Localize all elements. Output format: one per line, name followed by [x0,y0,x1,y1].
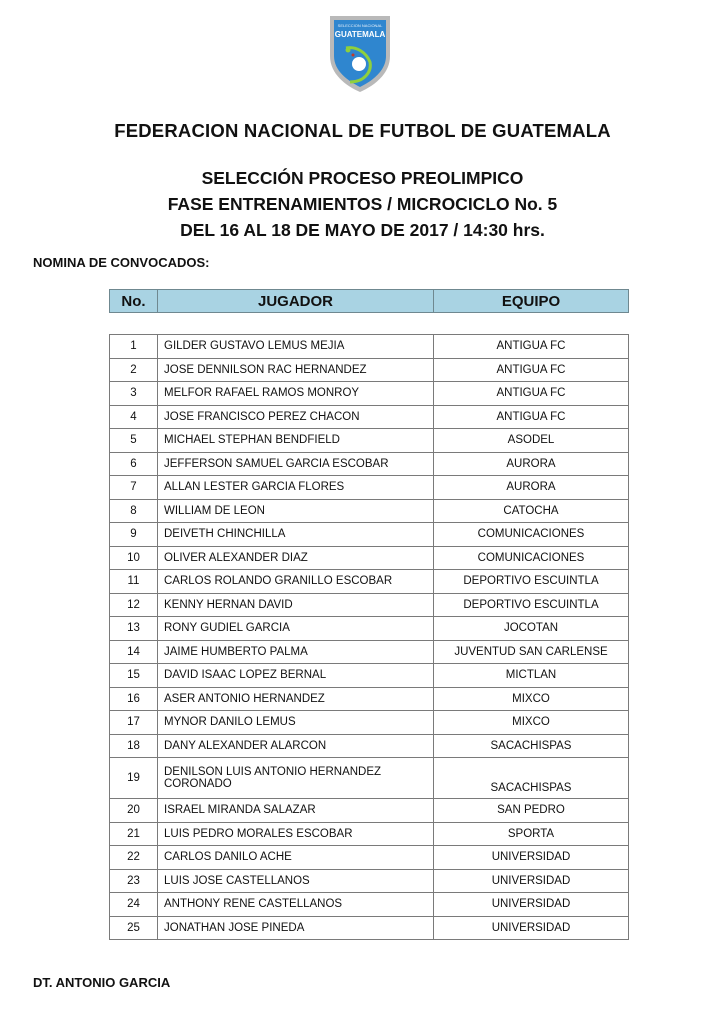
table-row [110,664,629,688]
table-row [110,799,629,823]
table-row [110,452,629,476]
table-header [109,289,629,313]
player-number: 20 [110,799,158,823]
player-name: JEFFERSON SAMUEL GARCIA ESCOBAR [158,452,434,476]
svg-text:GUATEMALA: GUATEMALA [334,30,386,39]
player-name: DEIVETH CHINCHILLA [158,523,434,547]
player-name: DANY ALEXANDER ALARCON [158,734,434,758]
player-name: ASER ANTONIO HERNANDEZ [158,687,434,711]
table-row [110,570,629,594]
player-team: UNIVERSIDAD [434,893,629,917]
table-row [110,546,629,570]
player-number: 9 [110,523,158,547]
players-table [109,334,629,940]
table-row [110,429,629,453]
player-number: 23 [110,869,158,893]
player-team: JOCOTAN [434,617,629,641]
player-team: ANTIGUA FC [434,335,629,359]
player-team: ASODEL [434,429,629,453]
table-row [110,382,629,406]
player-team: MICTLAN [434,664,629,688]
column-header-jugador: JUGADOR [158,290,434,313]
player-number: 14 [110,640,158,664]
player-number: 21 [110,822,158,846]
player-number: 16 [110,687,158,711]
player-name: DENILSON LUIS ANTONIO HERNANDEZ CORONADO [158,758,434,799]
player-name: WILLIAM DE LEON [158,499,434,523]
player-number: 3 [110,382,158,406]
table-row [110,822,629,846]
table-row [110,335,629,359]
player-name: ISRAEL MIRANDA SALAZAR [158,799,434,823]
player-number: 12 [110,593,158,617]
coach-signature: DT. ANTONIO GARCIA [33,975,171,990]
column-header-no: No. [110,290,158,313]
player-team: DEPORTIVO ESCUINTLA [434,593,629,617]
player-name: CARLOS ROLANDO GRANILLO ESCOBAR [158,570,434,594]
player-team: CATOCHA [434,499,629,523]
player-number: 24 [110,893,158,917]
player-number: 18 [110,734,158,758]
player-name: ALLAN LESTER GARCIA FLORES [158,476,434,500]
player-name: JAIME HUMBERTO PALMA [158,640,434,664]
player-team: MIXCO [434,711,629,735]
player-name: DAVID ISAAC LOPEZ BERNAL [158,664,434,688]
guatemala-federation-logo [326,12,394,94]
player-name: JOSE DENNILSON RAC HERNANDEZ [158,358,434,382]
player-team: UNIVERSIDAD [434,846,629,870]
dates-subtitle: DEL 16 AL 18 DE MAYO DE 2017 / 14:30 hrs. [180,220,545,240]
player-name: OLIVER ALEXANDER DIAZ [158,546,434,570]
phase-subtitle: FASE ENTRENAMIENTOS / MICROCICLO No. 5 [167,194,558,214]
table-row [110,523,629,547]
player-team: ANTIGUA FC [434,382,629,406]
player-number: 17 [110,711,158,735]
table-row [110,640,629,664]
svg-text:SELECCION NACIONAL: SELECCION NACIONAL [337,23,383,28]
player-number: 19 [110,758,158,799]
table-row [110,499,629,523]
player-name: JONATHAN JOSE PINEDA [158,916,434,940]
table-row [110,593,629,617]
player-number: 4 [110,405,158,429]
player-team: SACACHISPAS [434,758,629,799]
player-team: SACACHISPAS [434,734,629,758]
player-name: GILDER GUSTAVO LEMUS MEJIA [158,335,434,359]
table-row [110,916,629,940]
player-number: 1 [110,335,158,359]
player-team: ANTIGUA FC [434,358,629,382]
player-team: DEPORTIVO ESCUINTLA [434,570,629,594]
player-team: COMUNICACIONES [434,523,629,547]
player-name: RONY GUDIEL GARCIA [158,617,434,641]
player-number: 11 [110,570,158,594]
player-team: JUVENTUD SAN CARLENSE [434,640,629,664]
player-number: 2 [110,358,158,382]
player-name: JOSE FRANCISCO PEREZ CHACON [158,405,434,429]
table-row [110,687,629,711]
player-team: SPORTA [434,822,629,846]
player-team: AURORA [434,452,629,476]
federation-title: FEDERACION NACIONAL DE FUTBOL DE GUATEMALA [114,120,611,141]
player-team: MIXCO [434,687,629,711]
player-number: 6 [110,452,158,476]
player-number: 22 [110,846,158,870]
table-row [110,405,629,429]
player-name: LUIS PEDRO MORALES ESCOBAR [158,822,434,846]
player-name: ANTHONY RENE CASTELLANOS [158,893,434,917]
player-name: MICHAEL STEPHAN BENDFIELD [158,429,434,453]
table-row [110,734,629,758]
player-team: AURORA [434,476,629,500]
table-row [110,617,629,641]
nomina-label: NOMINA DE CONVOCADOS: [33,255,210,270]
player-team: SAN PEDRO [434,799,629,823]
player-name: LUIS JOSE CASTELLANOS [158,869,434,893]
player-name: MYNOR DANILO LEMUS [158,711,434,735]
player-team: COMUNICACIONES [434,546,629,570]
table-row [110,476,629,500]
table-row [110,358,629,382]
table-row [110,758,629,799]
player-team: ANTIGUA FC [434,405,629,429]
player-number: 15 [110,664,158,688]
player-name: KENNY HERNAN DAVID [158,593,434,617]
table-row [110,846,629,870]
selection-subtitle: SELECCIÓN PROCESO PREOLIMPICO [201,168,524,188]
player-number: 7 [110,476,158,500]
player-number: 25 [110,916,158,940]
table-row [110,711,629,735]
player-team: UNIVERSIDAD [434,869,629,893]
player-name: MELFOR RAFAEL RAMOS MONROY [158,382,434,406]
player-team: UNIVERSIDAD [434,916,629,940]
player-number: 13 [110,617,158,641]
table-row [110,869,629,893]
column-header-equipo: EQUIPO [434,290,629,313]
player-number: 5 [110,429,158,453]
table-row [110,893,629,917]
player-number: 8 [110,499,158,523]
player-number: 10 [110,546,158,570]
player-name: CARLOS DANILO ACHE [158,846,434,870]
